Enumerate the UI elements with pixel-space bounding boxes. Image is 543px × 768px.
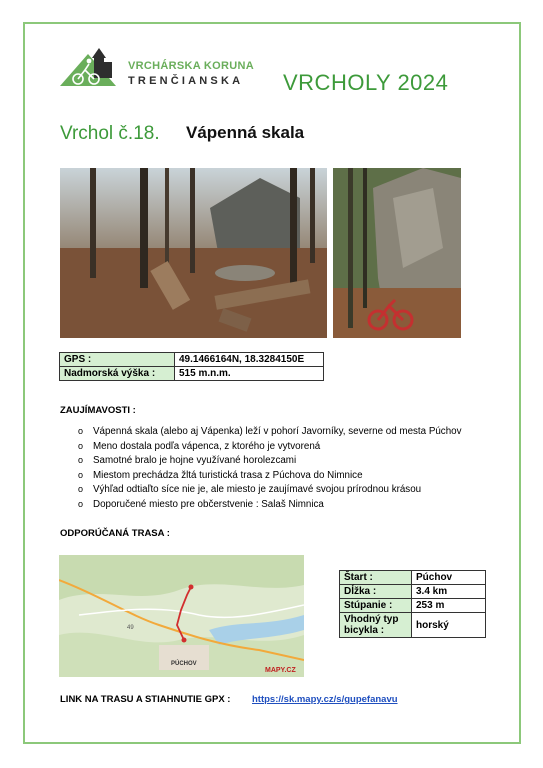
rock-photo [333,168,461,338]
gps-info-table [59,352,324,381]
attractions-heading: ZAUJÍMAVOSTI : [60,405,136,416]
climb-value: 253 m [412,599,486,613]
forest-photo [60,168,327,338]
table-row [340,571,486,585]
table-row [340,585,486,599]
map-road-label: 49 [127,625,134,631]
gps-value: 49.1466164N, 18.3284150E [175,353,324,367]
route-map[interactable] [59,555,304,677]
page-title: VRCHOLY 2024 [283,70,449,95]
table-row [340,613,486,638]
logo-title-line1: VRCHÁRSKA KORUNA [128,60,255,72]
start-label: Štart : [340,571,412,585]
list-item: o Doporučené miesto pre občerstvenie : Salaš Nimnica [78,497,462,512]
altitude-value: 515 m.n.m. [175,367,324,381]
list-item: o Samotné bralo je hojne využívané horolezcami [78,453,462,468]
peak-number: Vrchol č.18. [60,123,160,144]
gps-label: GPS : [60,353,175,367]
list-item: o Vápenná skala (alebo aj Vápenka) leží v pohorí Javorníky, severne od mesta Púchov [78,424,462,439]
start-value: Púchov [412,571,486,585]
list-item: o Meno dostala podľa vápenca, z ktorého je vytvorená [78,439,462,454]
length-label: Dĺžka : [340,585,412,599]
altitude-label: Nadmorská výška : [60,367,175,381]
list-item: o Výhľad odtiaľto síce nie je, ale miesto je zaujímavé svojou prírodnou krásou [78,482,462,497]
gpx-link-label: LINK NA TRASU A STIAHNUTIE GPX : [60,694,231,705]
peak-name: Vápenná skala [186,123,305,142]
map-brand-label: MAPY.CZ [265,667,296,674]
table-row [60,367,324,381]
gpx-link[interactable]: https://sk.mapy.cz/s/gupefanavu [252,694,398,705]
table-row [60,353,324,367]
length-value: 3.4 km [412,585,486,599]
route-info-table [339,570,486,638]
climb-label: Stúpanie : [340,599,412,613]
logo-title-line2: TRENČIANSKA [128,75,244,87]
bike-type-label: Vhodný typ bicykla : [340,613,412,638]
bike-type-value: horský [412,613,486,638]
route-heading: ODPORÚČANÁ TRASA : [60,528,170,539]
attractions-list [78,424,462,512]
table-row [340,599,486,613]
map-town-label: PÚCHOV [171,661,197,667]
list-item: o Miestom prechádza žltá turistická trasa z Púchova do Nimnice [78,468,462,483]
